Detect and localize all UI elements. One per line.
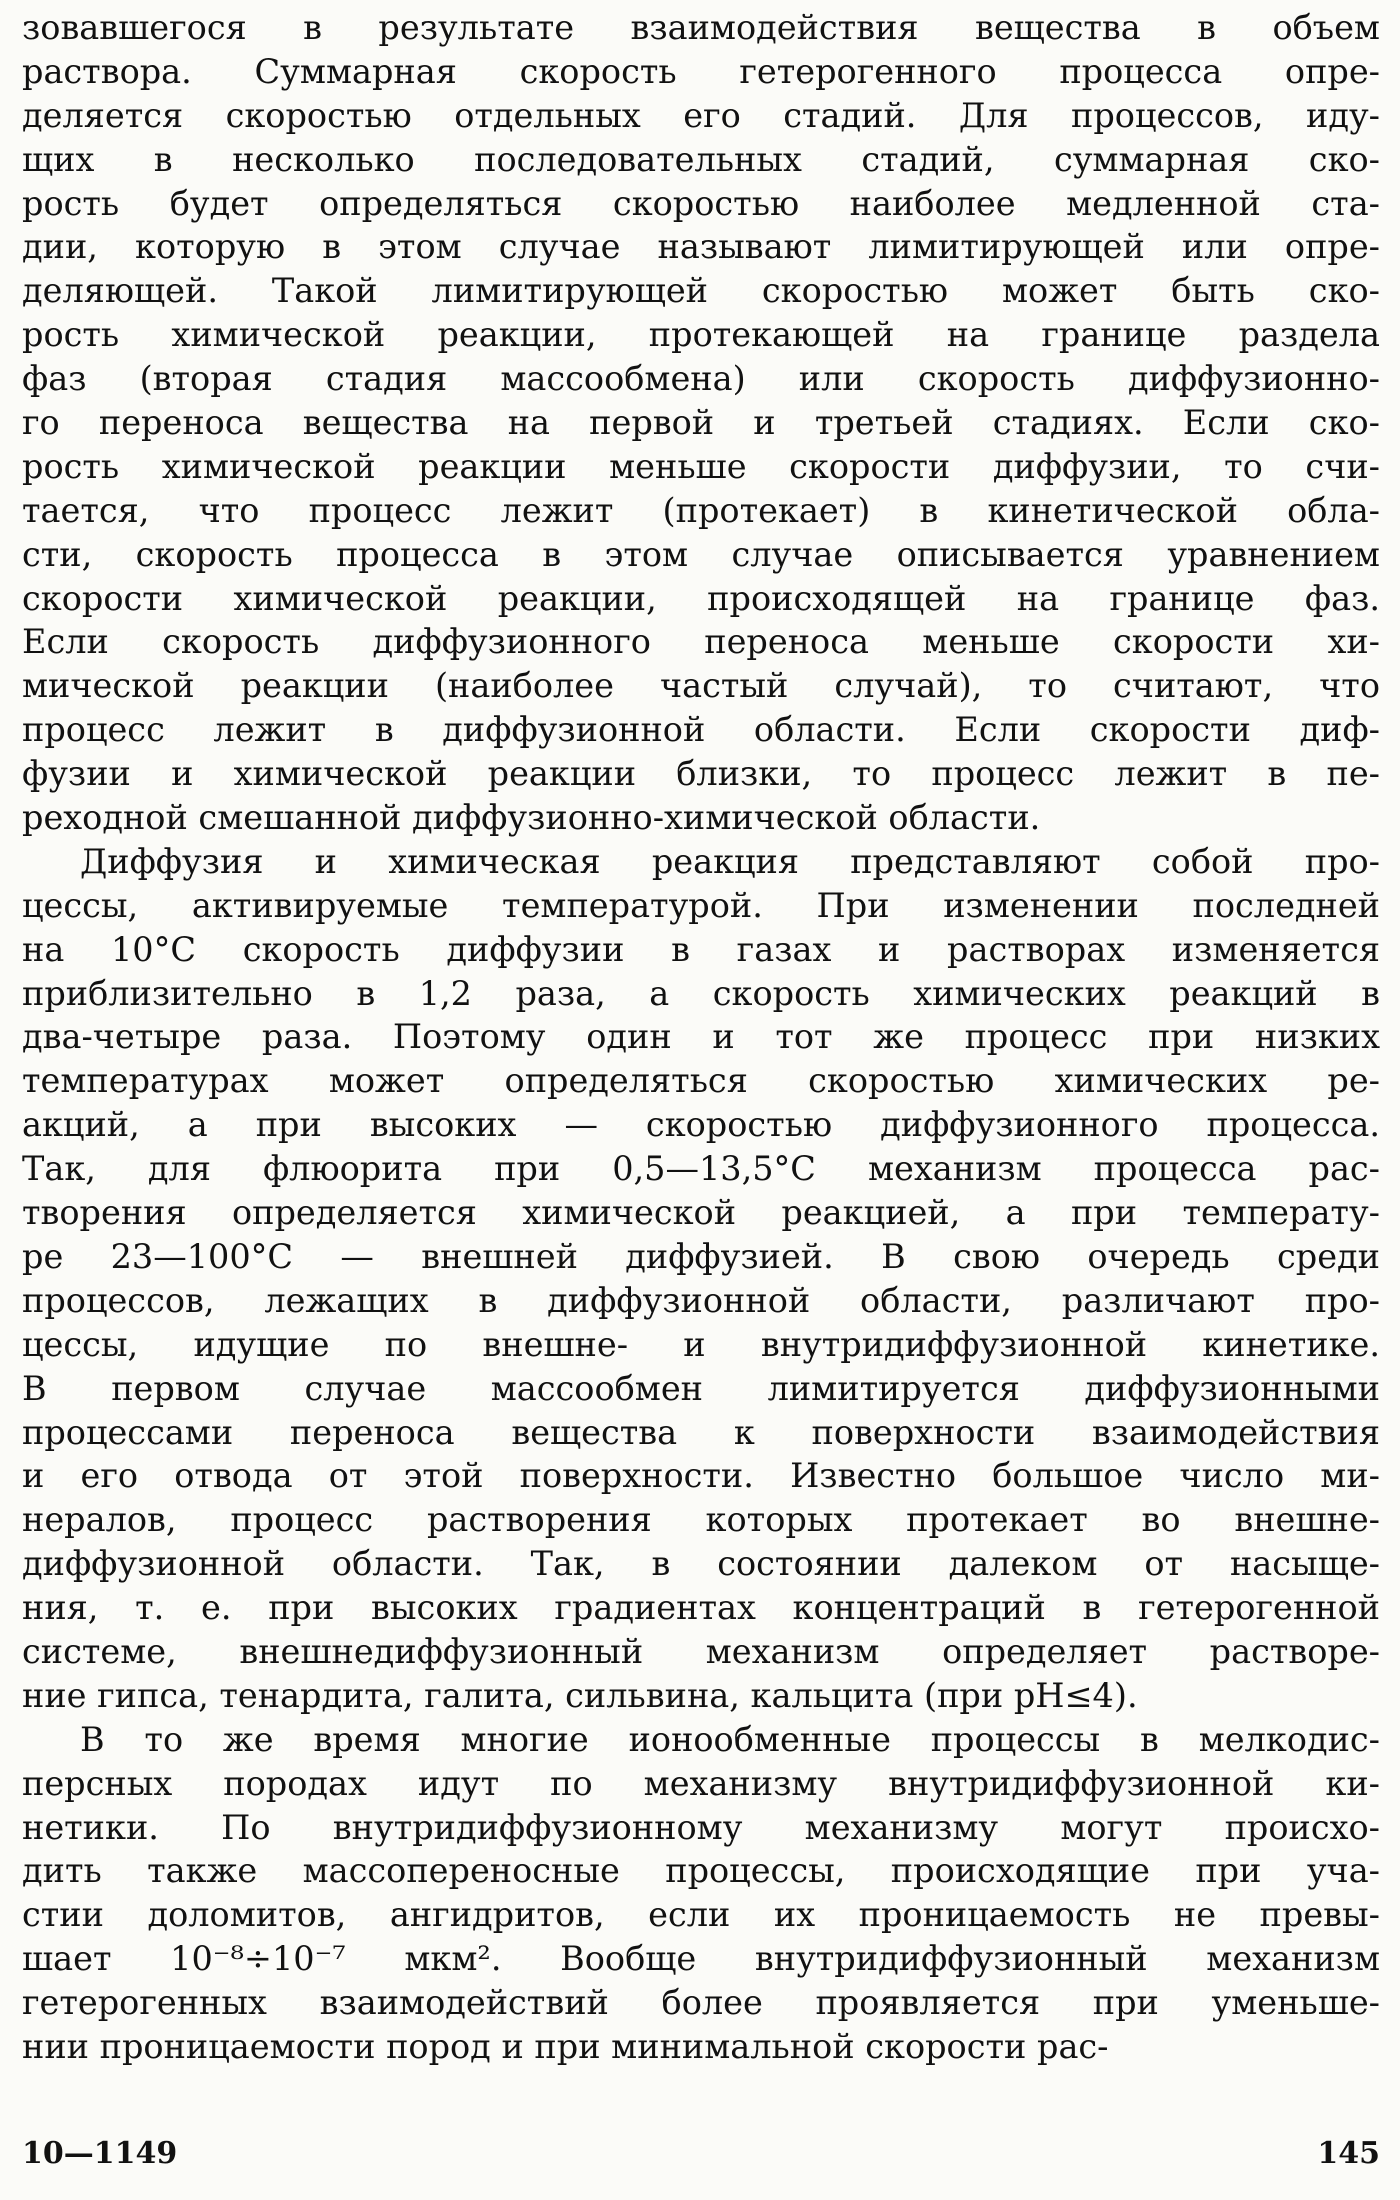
text-line: процессами переноса вещества к поверхности взаимодействия [22,1412,1380,1452]
text-line: зовавшегося в результате взаимодействия вещества в объем [22,8,1380,47]
text-line: цессы, активируемые температурой. При изменении последней [22,885,1380,925]
text-line: и его отвода от этой поверхности. Известно большое число ми- [22,1456,1380,1496]
text-line: стии доломитов, ангидритов, если их проницаемость не превы- [22,1895,1380,1935]
text-line: дии, которую в этом случае называют лимитирующей или опре- [22,227,1380,267]
text-line: Если скорость диффузионного переноса меньше скорости хи- [22,622,1380,662]
text-line: скорости химической реакции, происходящей на границе фаз. [22,578,1380,618]
text-line: раствора. Суммарная скорость гетерогенного процесса опре- [22,51,1380,91]
page-number: 145 [1317,2136,1380,2171]
text-line: рость химической реакции, протекающей на границе раздела [22,315,1380,355]
text-line: деляется скоростью отдельных его стадий. Для процессов, иду- [22,95,1380,135]
text-line: цессы, идущие по внешне- и внутридиффузионной кинетике. [22,1324,1380,1364]
paragraph [22,1718,1380,2069]
text-line: нетики. По внутридиффузионному механизму могут происхо- [22,1807,1380,1847]
text-line: процессов, лежащих в диффузионной области, различают про- [22,1280,1380,1320]
text-line: сти, скорость процесса в этом случае описывается уравнением [22,534,1380,574]
text-line: шает 10⁻⁸÷10⁻⁷ мкм². Вообще внутридиффузионный механизм [22,1939,1380,1979]
text-line: реходной смешанной диффузионно-химической области. [22,798,1041,838]
text-line: акций, а при высоких — скоростью диффузионного процесса. [22,1105,1380,1145]
text-line: дить также массопереносные процессы, происходящие при уча- [22,1851,1380,1891]
text-line: диффузионной области. Так, в состоянии далеком от насыще- [22,1544,1380,1584]
text-line: рость будет определяться скоростью наиболее медленной ста- [22,183,1380,223]
page-footer [22,2132,1380,2176]
text-line: ние гипса, тенардита, галита, сильвина, кальцита (при pH≤4). [22,1675,1138,1715]
text-line: два-четыре раза. Поэтому один и тот же процесс при низких [22,1017,1380,1057]
text-line: ре 23—100°C — внешней диффузией. В свою очередь среди [22,1236,1380,1276]
text-line: го переноса вещества на первой и третьей стадиях. Если ско- [22,403,1380,443]
text-line: нералов, процесс растворения которых протекает во внешне- [22,1500,1380,1540]
text-line: процесс лежит в диффузионной области. Если скорости диф- [22,710,1380,750]
text-line: В то же время многие ионообменные процессы в мелкодис- [80,1719,1380,1759]
printer-signature: 10—1149 [22,2136,178,2171]
text-line: тается, что процесс лежит (протекает) в кинетической обла- [22,490,1380,530]
text-line: рость химической реакции меньше скорости диффузии, то счи- [22,446,1380,486]
paragraph [22,6,1380,840]
text-line: на 10°C скорость диффузии в газах и растворах изменяется [22,929,1380,969]
text-line: Диффузия и химическая реакция представляют собой про- [80,841,1380,881]
text-line: температурах может определяться скоростью химических ре- [22,1061,1380,1101]
text-line: деляющей. Такой лимитирующей скоростью может быть ско- [22,271,1380,311]
text-line: щих в несколько последовательных стадий, суммарная ско- [22,139,1380,179]
text-line: гетерогенных взаимодействий более проявляется при уменьше- [22,1983,1380,2023]
text-line: системе, внешнедиффузионный механизм определяет растворе- [22,1631,1380,1671]
text-line: ния, т. е. при высоких градиентах концентраций в гетерогенной [22,1588,1380,1628]
text-line: творения определяется химической реакцией, а при температу- [22,1193,1380,1233]
text-line: нии проницаемости пород и при минимальной скорости рас- [22,2026,1109,2066]
text-line: приблизительно в 1,2 раза, а скорость химических реакций в [22,973,1380,1013]
body-text [22,6,1380,2069]
text-line: фузии и химической реакции близки, то процесс лежит в пе- [22,754,1380,794]
text-line: В первом случае массообмен лимитируется диффузионными [22,1368,1380,1408]
text-line: мической реакции (наиболее частый случай), то считают, что [22,666,1380,706]
text-line: фаз (вторая стадия массообмена) или скорость диффузионно- [22,359,1380,399]
text-line: Так, для флюорита при 0,5—13,5°C механизм процесса рас- [22,1149,1380,1189]
paragraph [22,840,1380,1718]
text-line: персных породах идут по механизму внутридиффузионной ки- [22,1763,1380,1803]
